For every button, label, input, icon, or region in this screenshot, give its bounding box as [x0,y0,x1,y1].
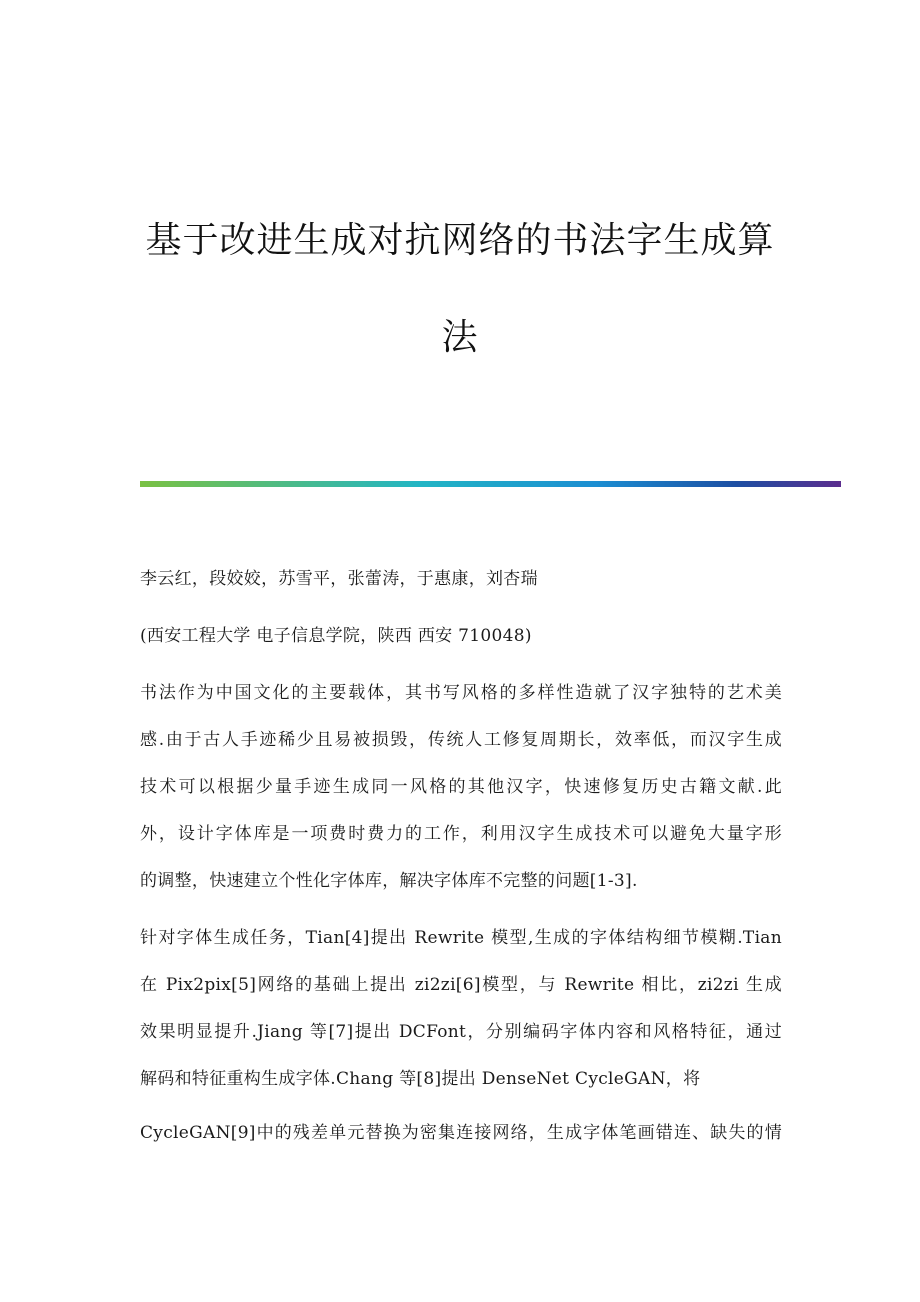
paragraph-1-line-1: 书法作为中国文化的主要载体，其书写风格的多样性造就了汉字独特的艺术美 [140,683,782,703]
affiliation: (西安工程大学 电子信息学院，陕西 西安 710048) [140,626,532,646]
author-list: 李云红，段姣姣，苏雪平，张蕾涛，于惠康，刘杏瑞 [140,569,538,589]
paragraph-2-line-4: 解码和特征重构生成字体.Chang 等[8]提出 DenseNet CycleGAN，将 [140,1069,701,1089]
gradient-divider [140,481,841,487]
paragraph-2-line-3: 效果明显提升.Jiang 等[7]提出 DCFont，分别编码字体内容和风格特征，通过 [140,1022,782,1042]
document-title-line-1: 基于改进生成对抗网络的书法字生成算 [145,220,775,261]
paragraph-1-line-2: 感.由于古人手迹稀少且易被损毁，传统人工修复周期长，效率低，而汉字生成 [140,730,782,750]
paragraph-1-line-4: 外，设计字体库是一项费时费力的工作，利用汉字生成技术可以避免大量字形 [140,824,782,844]
paragraph-2-line-1: 针对字体生成任务，Tian[4]提出 Rewrite 模型,生成的字体结构细节模糊.Tian [140,928,782,948]
document-title-line-2: 法 [441,317,479,358]
paragraph-1-line-5: 的调整，快速建立个性化字体库，解决字体库不完整的问题[1-3]. [140,871,638,891]
paragraph-2-line-5: CycleGAN[9]中的残差单元替换为密集连接网络，生成字体笔画错连、缺失的情 [140,1123,782,1143]
paragraph-1-line-3: 技术可以根据少量手迹生成同一风格的其他汉字，快速修复历史古籍文献.此 [140,777,782,797]
paragraph-2-line-2: 在 Pix2pix[5]网络的基础上提出 zi2zi[6]模型，与 Rewrite 相比，zi2zi 生成 [140,975,782,995]
